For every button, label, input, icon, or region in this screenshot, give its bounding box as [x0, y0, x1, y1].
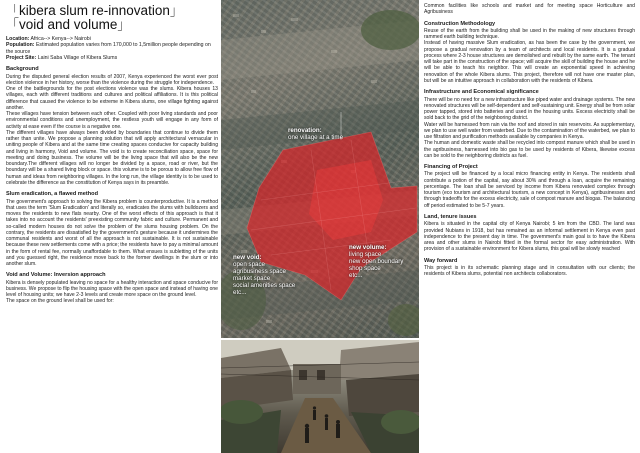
paragraph: During the disputed general election results of 2007, Kenya experienced the worst ever post election violence in her history, worse than the violence during the struggle for independence.: [6, 73, 218, 86]
subtitle-open-bracket: 「: [6, 17, 20, 32]
image-column: [221, 0, 419, 453]
title-close-bracket: 」: [169, 4, 183, 18]
section-heading: Infrastructure and Economical significance: [424, 89, 539, 96]
section-land-tenure: [424, 214, 635, 253]
meta-location: Location: Africa--> Kenya--> Nairobi: [6, 36, 91, 42]
paragraph: Kibera is situated in the capital city of Kenya Nairobi; 5 km from the CBD. The land was provided Nubians in 1918, but has remained as an informal settlement in Kenya even past independence to the present day in time. The government's main goal is to have the Kibera area and other slums in Nairobi fitted in the formal sector for easy administration. With provision of a sustainable environment for Kibera slums, this goal will be slowly reached: [424, 221, 635, 253]
paragraph: The space on the ground level shall be used for:: [6, 298, 114, 305]
section-heading: Void and Volume: Inversion approach: [6, 272, 106, 279]
aerial-photo-kibera: [221, 0, 419, 338]
label-new-volume: new volume: living space new open boundary shop space etc...: [349, 244, 404, 279]
section-infrastructure: [424, 89, 635, 159]
paragraph: Kibera is densely populated leaving no space for a healthy interaction and space conducive for business. We propose to flip the housing space with the open space and instead of having one level of housing units; we have 2-3 levels and create more space on the ground level.: [6, 279, 218, 299]
paragraph: These villages have tension between each other. Coupled with poor living standards and poor environmental conditions and unemployment, the restless youth will engage in any form of activity at ease even if the course is a negative one.: [6, 111, 218, 130]
paragraph: This project is in its schematic planning stage and in consultation with our clients; the residents of Kibera slums, potential non architects collaborators.: [424, 265, 635, 278]
section-financing: [424, 164, 635, 209]
meta-project-site: Project Site: Laini Saba Village of Kibera Slums: [6, 54, 118, 61]
paragraph: The project will be financed by a local micro financing entity in Kenya. The residents shall contribute a potion of the capital, say about 30% and through a loan, acquire the remaining percentage. The loan shall be serviced by income from Kibera renovated complex through tourism (eco tourism and architectural tourism, a new concept in Kenya), agribusinesses and through tradeoffs for the excess electricity, sale of compost manure and biogas. The balancing off period estimated to be 5-7 years.: [424, 171, 635, 209]
section-heading: Financing of Project: [424, 164, 478, 171]
paragraph: Reuse of the earth from the building shall be used in the making of new structures through rammed earth building technique.: [424, 27, 635, 41]
paragraph: Instead of having massive Slum eradication, as has been the case by the government, we propose a gradual renovation by a team of architects and local residents. It is a gradual process where 2-3 house structures are demolished and rebuilt by the same earth. The tenant will take part in the construction of the space; will acquire the skill of building the house and he will be able to teach his neighbor. This will create an exponential speed in achieving renovation of the whole Kibera slums. This project, therefore will not have one master plan, but will be an intuitive approach in collaboration with the residents of Kibera.: [424, 40, 635, 84]
title-open-bracket: 「: [6, 4, 20, 18]
street-photo-kibera: [221, 340, 419, 453]
section-heading: Slum eradication, a flawed method: [6, 191, 99, 198]
ground-level-uses: Common facilities like schools and market and for meeting space Horticulture and Agribusiness: [424, 3, 635, 16]
paragraph: The human and domestic waste shall be recycled into compost manure which shall be used in the agribusiness, harnessed into bio gas to be used by residents of Kibera, likewise excess can be sold to the neighboring districts as fuel.: [424, 140, 635, 159]
section-heading: Land, tenure issues: [424, 213, 477, 220]
label-renovation: renovation: one village at a time: [288, 127, 344, 141]
section-heading: Background: [6, 66, 39, 73]
paragraph: The different villages have always been divided by boundaries that continue to divide them rather than unite. We propose a planning solution that will apply architectural vernacular in uniting people of Kibera and at the same time creating spaces conducive for capacity building and living in harmony, Void and volume. The void is to create reconciliation space, space for meeting and doing business. The volume will be the living space that will also be the new boundary.The different villages will no longer be divided by a space, road or river, but the boundary will be a shared living block or space. this volume is to be porous to allow free flow of human and ideas from neighboring villages. In the long run, the village identity is to be used to celebrate the difference as the constitution of Kenya says in its preamble.: [6, 129, 218, 186]
label-new-void: new void: open space agribusiness space market space social amenities space etc...: [233, 254, 296, 296]
paragraph: Water will be harnessed from rain via the roof and stored in rain reservoirs. As supplementary, we plan to use well water from waterbed. Due to the contamination of the waterbed, we plan to use filtration and purification methods available by companies in Kenya.: [424, 121, 635, 141]
title-line-2: void and volume: [19, 17, 118, 32]
section-heading: Way forward: [424, 257, 458, 264]
right-text-column: [424, 3, 635, 451]
title-line-1: kibera slum re-innovation: [19, 4, 170, 18]
subtitle-close-bracket: 」: [117, 17, 131, 32]
paragraph: The government's approach to solving the Kibera problem is counterproductive. It is a method that uses the term 'Slum Eradication' and literally so, eradicates the slums with bulldozers and moves the residents to new flats nearby. One of the worst effects of this approach is that it takes into no account the residents' preexisting community fabric and culture. Permanent and so-called modern houses do not solve the problem of the slums housing problem. On the contrary, the residents are dissatisfied by the government's gesture because it undermines the communal residents and worst of all the approach is not sustainable. It is not sustainable because these new settlements come with a price; the residents have to pay a minimal amount in the form of rental fee, normally unaffordable to them. What ensues is subletting of the units and you guessed right, the residence move back to the former dwellings in the slum or into another slum.: [6, 198, 218, 267]
project-meta: [6, 36, 218, 61]
poster-title: [6, 4, 218, 32]
meta-population: Population: Estimated population varies from 170,000 to 1,5million people depending on the source: [6, 42, 211, 55]
section-heading: Construction Methodology: [424, 20, 496, 27]
section-way-forward: [424, 258, 635, 278]
section-slum-eradication: [6, 191, 218, 267]
paragraph: There will be no need for a new infrastructure like piped water and drainage systems. The new renovated structures will be self-dependent and self-sustaining unit. Energy shall be from solar power tapped, stored into batteries and used in the housing units. Excess electricity shall be sold back to the grid of the neighboring district.: [424, 96, 635, 122]
left-text-column: [6, 4, 218, 451]
section-construction-methodology: [424, 21, 635, 85]
section-background: [6, 66, 218, 186]
street-scene-graphic: [221, 340, 419, 453]
paragraph: One of the battlegrounds for the post elections violence was the slums. Kibera houses 13 villages, each with different traditions and cultures and political affiliations. It is this political difference that caused the violence to be extreme in Kibera slums, one village fighting against another.: [6, 86, 218, 111]
section-void-and-volume: [6, 272, 218, 304]
